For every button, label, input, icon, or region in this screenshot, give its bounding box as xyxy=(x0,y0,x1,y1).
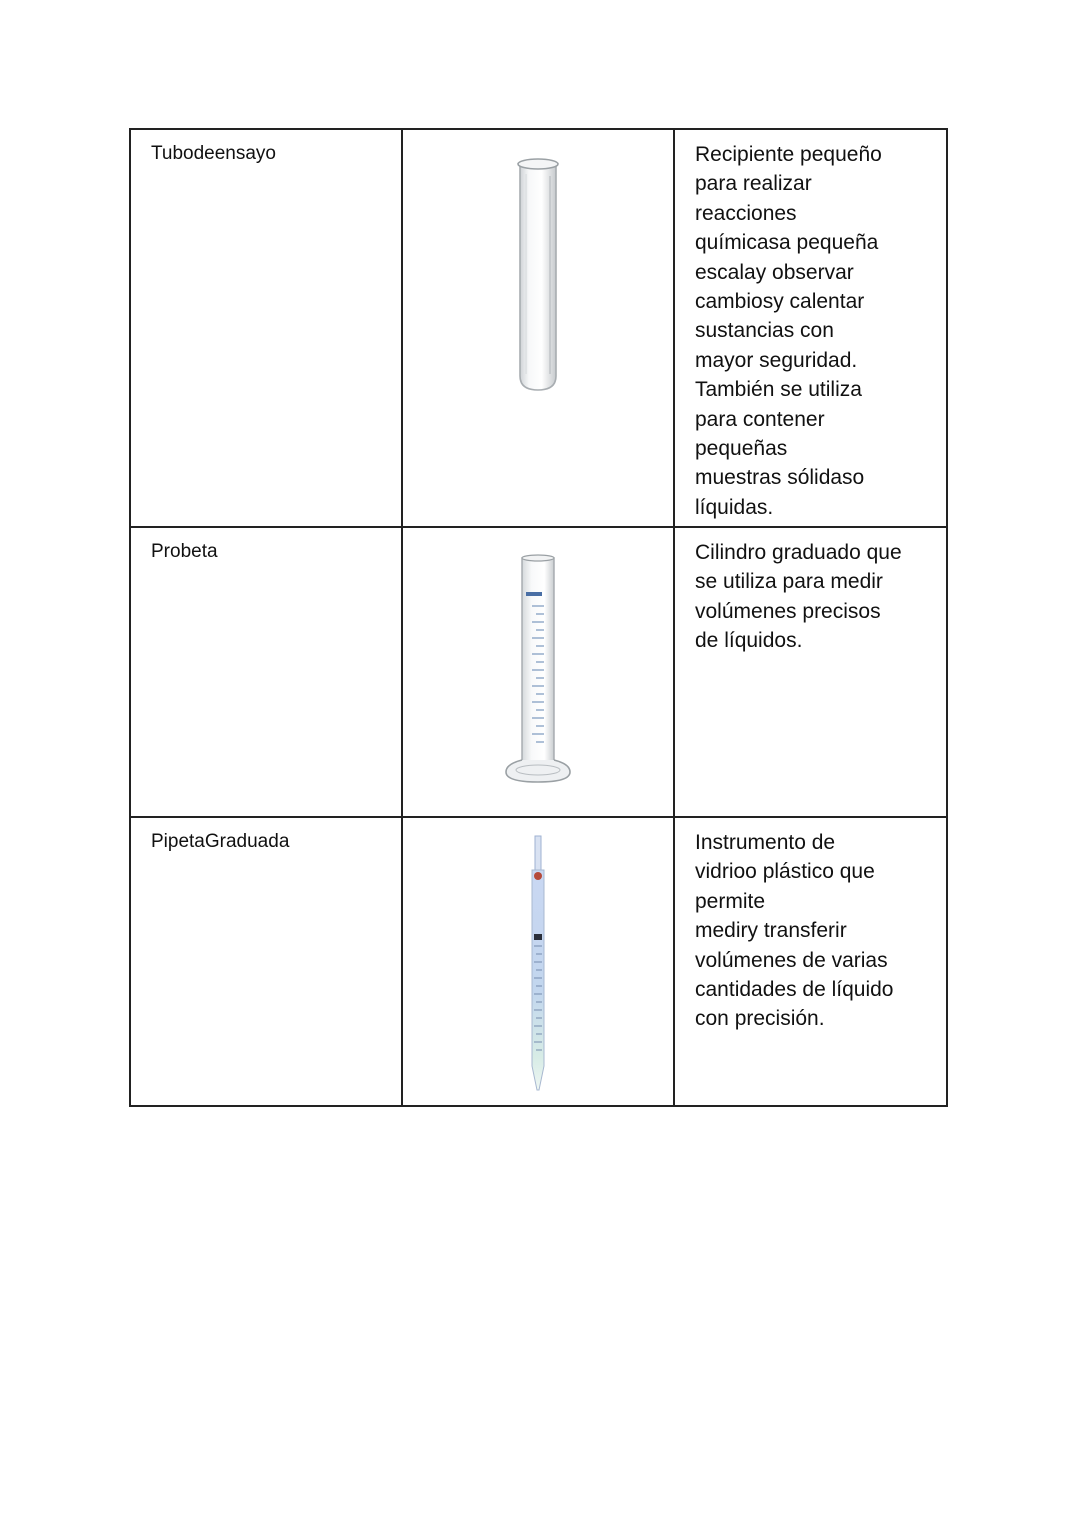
instrument-name-cell xyxy=(130,817,402,1106)
description-line: muestras sólidaso xyxy=(695,466,865,490)
description-line: vidrioo plástico que xyxy=(695,860,875,884)
instrument-name: PipetaGraduada xyxy=(151,831,290,852)
instrument-name: Probeta xyxy=(151,541,218,562)
description-line: pequeñas xyxy=(695,437,788,461)
test-tube-icon xyxy=(508,154,568,394)
instrument-description-cell xyxy=(674,527,947,817)
instrument-name-cell xyxy=(130,527,402,817)
description-line: sustancias con xyxy=(695,319,834,343)
instrument-name: Tubodeensayo xyxy=(151,143,277,164)
instrument-name-cell xyxy=(130,129,402,527)
table-row xyxy=(130,817,947,1106)
description-line: cambiosy calentar xyxy=(695,290,865,314)
description-line: se utiliza para medir xyxy=(695,570,883,594)
description-line: reacciones xyxy=(695,201,797,225)
description-line: volúmenes precisos xyxy=(695,599,881,623)
table-row xyxy=(130,129,947,527)
instrument-description-cell xyxy=(674,817,947,1106)
description-line: escalay observar xyxy=(695,260,854,284)
graduated-cylinder-icon xyxy=(498,554,578,804)
graduated-pipette-icon xyxy=(523,834,553,1094)
table-row xyxy=(130,527,947,817)
description-line: También se utiliza xyxy=(695,378,862,402)
description-line: para realizar xyxy=(695,172,812,196)
description-line: volúmenes de varias xyxy=(695,948,888,972)
description-line: cantidades de líquido xyxy=(695,978,894,1002)
description-line: con precisión. xyxy=(695,1007,825,1031)
description-line: permite xyxy=(695,889,766,913)
instrument-image-cell xyxy=(402,817,674,1106)
description-line: líquidas. xyxy=(695,495,774,519)
description-line: mediry transferir xyxy=(695,919,847,943)
description-line: para contener xyxy=(695,407,825,431)
description-line: mayor seguridad. xyxy=(695,348,858,372)
instrument-image-cell xyxy=(402,527,674,817)
description-line: químicasa pequeña xyxy=(695,231,879,255)
instrument-image-cell xyxy=(402,129,674,527)
instruments-table xyxy=(129,128,948,1107)
description-line: Recipiente pequeño xyxy=(695,143,882,166)
description-line: de líquidos. xyxy=(695,629,803,653)
description-line: Cilindro graduado que xyxy=(695,541,902,564)
description-line: Instrumento de xyxy=(695,831,836,854)
instrument-description-cell xyxy=(674,129,947,527)
